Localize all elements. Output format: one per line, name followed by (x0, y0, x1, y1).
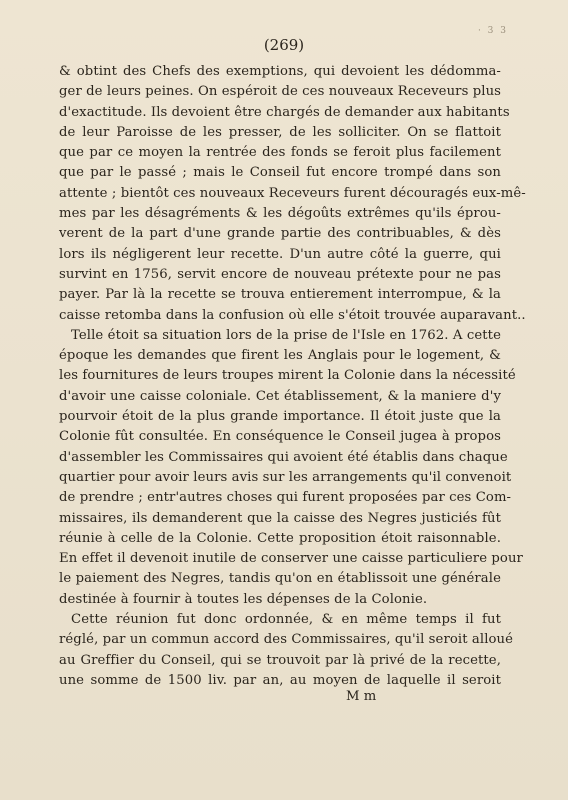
text-line: ger de leurs peines. On espéroit de ces nouveaux Receveurs plus (59, 84, 502, 100)
text-line: les fournitures de leurs troupes mirent la Colonie dans la nécessité (59, 368, 516, 384)
page-number: (269) (263, 36, 305, 54)
text-line: attente ; bientôt ces nouveaux Receveurs furent découragés eux-mê- (59, 185, 526, 201)
text-line: & obtint des Chefs des exemptions, qui devoient les dédomma- (59, 64, 501, 79)
paragraph (59, 62, 526, 326)
text-line: de prendre ; entr'autres choses qui furent proposées par ces Com- (59, 490, 512, 506)
paragraph (59, 610, 514, 691)
text-line: d'assembler les Commissaires qui avoient été établis dans chaque (59, 449, 508, 465)
text-line: que par ce moyen la rentrée des fonds se feroit plus facilement (59, 145, 501, 161)
text-line: au Greffier du Conseil, qui se trouvoit par là privé de la recette, (59, 652, 501, 668)
text-line: Cette réunion fut donc ordonnée, & en même temps il fut (71, 612, 501, 628)
corner-mark: · 3 3 (477, 26, 508, 36)
text-line: payer. Par là la recette se trouva entierement interrompue, & la (59, 287, 501, 303)
text-line: époque les demandes que firent les Anglais pour le logement, & (59, 348, 501, 364)
text-line: réglé, par un commun accord des Commissaires, qu'il seroit alloué (59, 632, 514, 648)
text-line: destinée à fournir à toutes les dépenses de la Colonie. (59, 591, 428, 607)
text-line: mes par les désagréments & les dégoûts extrêmes qu'ils éprou- (59, 206, 501, 222)
text-line: caisse retomba dans la confusion où elle s'étoit trouvée auparavant.. (59, 307, 526, 323)
text-line: d'exactitude. Ils devoient être chargés de demander aux habitants (59, 104, 510, 120)
text-line: En effet il devenoit inutile de conserver une caisse particuliere pour (59, 551, 523, 567)
catchword: M m (346, 689, 377, 704)
text-line: Colonie fût consultée. En conséquence le Conseil jugea à propos (59, 429, 501, 445)
text-line: réunie à celle de la Colonie. Cette proposition étoit raisonnable. (59, 530, 501, 546)
text-line: Telle étoit sa situation lors de la prise de l'Isle en 1762. A cette (71, 327, 501, 343)
text-line: d'avoir une caisse coloniale. Cet établissement, & la maniere d'y (59, 388, 501, 404)
body-text (59, 62, 526, 691)
text-line: de leur Paroisse de les presser, de les solliciter. On se flattoit (59, 124, 501, 140)
text-line: survint en 1756, servit encore de nouveau prétexte pour ne pas (59, 266, 501, 282)
text-line: que par le passé ; mais le Conseil fut encore trompé dans son (59, 165, 501, 181)
text-line: missaires, ils demanderent que la caisse des Negres justiciés fût (59, 510, 501, 526)
text-line: lors ils négligerent leur recette. D'un autre côté la guerre, qui (59, 246, 501, 262)
paragraph (59, 326, 523, 610)
text-line: quartier pour avoir leurs avis sur les arrangements qu'il convenoit (59, 469, 512, 485)
text-line: verent de la part d'une grande partie des contribuables, & dès (59, 226, 501, 242)
text-line: pourvoir étoit de la plus grande importance. Il étoit juste que la (59, 409, 501, 425)
text-line: une somme de 1500 liv. par an, au moyen de laquelle il seroit (59, 672, 501, 688)
text-line: le paiement des Negres, tandis qu'on en établissoit une générale (59, 571, 501, 587)
